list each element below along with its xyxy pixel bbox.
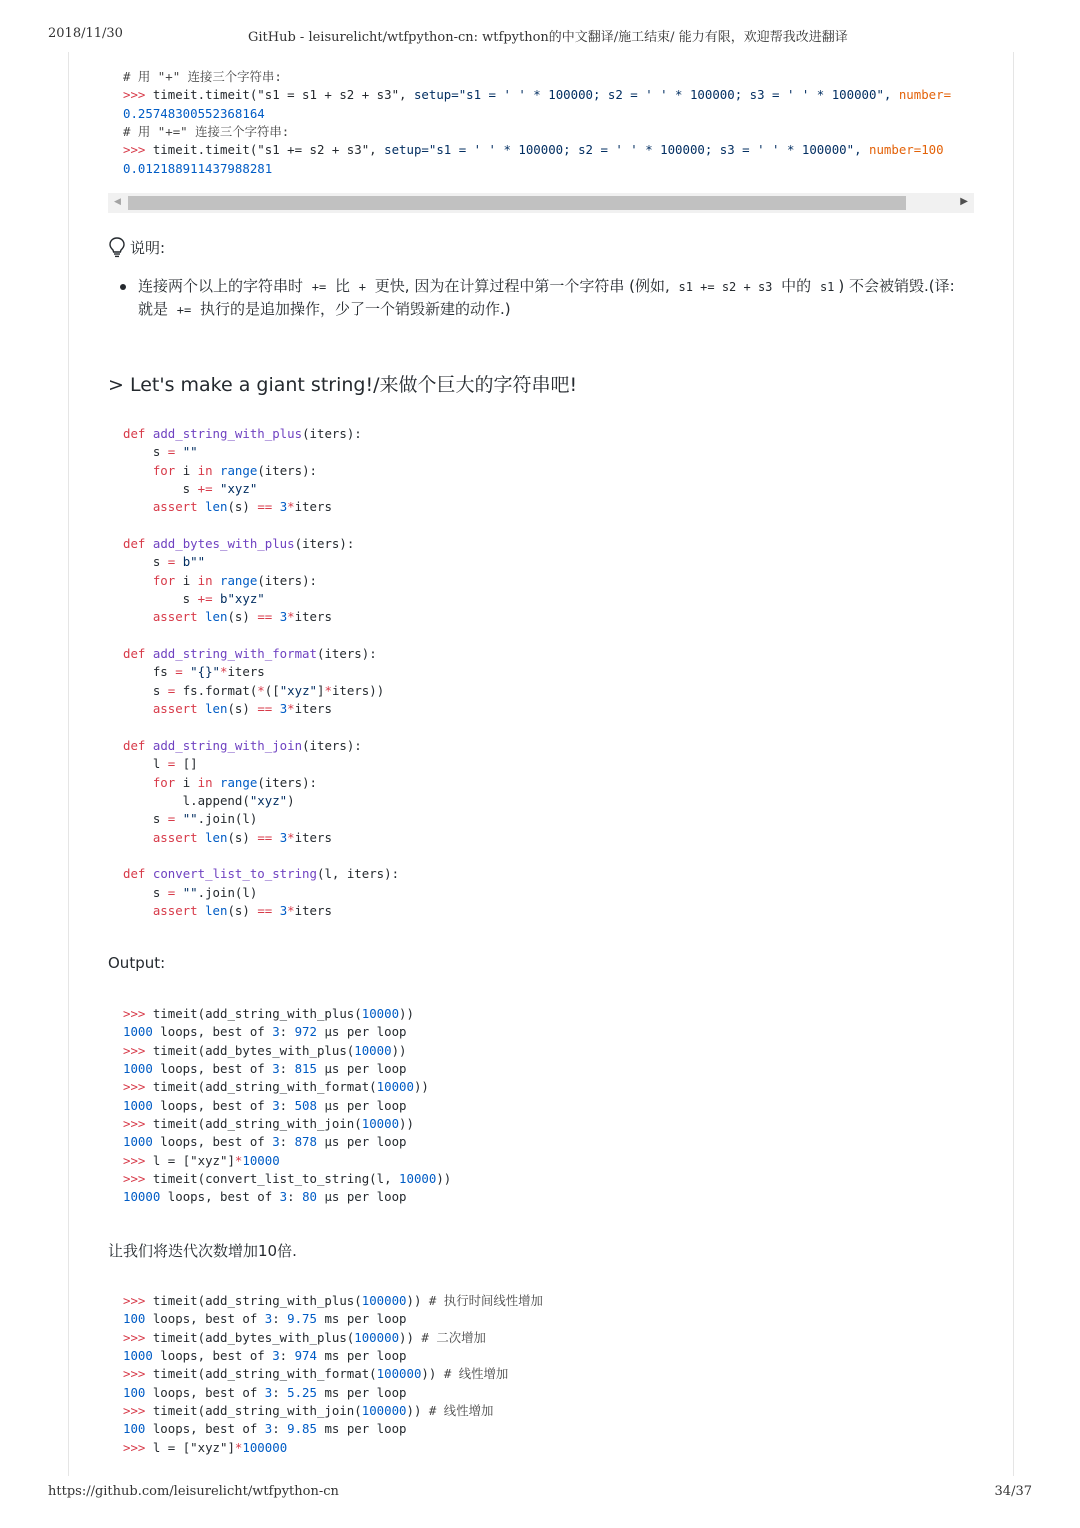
content-border-left	[68, 52, 69, 1476]
code-number: 10000	[376, 1079, 414, 1095]
horizontal-scrollbar[interactable]	[108, 193, 974, 213]
code-text: ))	[399, 1116, 414, 1132]
code-text: :	[272, 1384, 288, 1400]
code-comment: # 线性增加	[443, 1366, 509, 1382]
code-number: 972	[294, 1024, 317, 1040]
code-number: 1000	[123, 1348, 153, 1364]
inline-code: s1 += s2 + s3	[678, 280, 773, 294]
text-run: 连接两个以上的字符串时	[138, 277, 308, 295]
output-label: Output:	[108, 954, 166, 972]
code-string: setup="s1 = ' ' * 100000; s2 = ' ' * 100000; s3 = ' ' * 100000",	[384, 142, 869, 158]
code-prompt: >>>	[123, 1439, 146, 1455]
function-name: convert_list_to_string	[152, 866, 317, 882]
explanation-label: 说明:	[130, 239, 166, 257]
code-call: timeit(add_bytes_with_plus(	[145, 1042, 355, 1058]
text-run: 比	[330, 277, 355, 295]
code-text: :	[279, 1348, 295, 1364]
code-comment: # 用 "+=" 连接三个字符串:	[123, 124, 290, 140]
timeit-code-block	[123, 68, 975, 178]
print-page-number: 34/37	[994, 1484, 1032, 1499]
code-text: loops, best of	[145, 1421, 265, 1437]
code-text: loops, best of	[145, 1311, 265, 1327]
code-text: :	[279, 1061, 295, 1077]
code-result: 0.25748300552368164	[123, 105, 265, 121]
output-code-block	[123, 1005, 975, 1207]
print-date: 2018/11/30	[48, 26, 123, 41]
function-name: add_string_with_join	[152, 737, 303, 753]
code-number: 1000	[123, 1097, 153, 1113]
section-heading: > Let's make a giant string!/来做个巨大的字符串吧!	[108, 374, 578, 396]
code-operator: *	[234, 1152, 243, 1168]
code-number: 3	[279, 1189, 288, 1205]
content-border-right	[1013, 52, 1014, 1476]
code-text: µs per loop	[316, 1024, 407, 1040]
code-number: 10000	[354, 1042, 392, 1058]
code-number: 10000	[399, 1171, 437, 1187]
code-number: 3	[272, 1134, 280, 1150]
code-call: timeit(add_string_with_plus(	[145, 1006, 362, 1021]
code-text: :	[279, 1134, 295, 1150]
code-text: ms per loop	[316, 1421, 407, 1437]
explanation-line-2	[138, 298, 511, 322]
code-number: 9.75	[287, 1311, 317, 1327]
code-text: loops, best of	[152, 1348, 273, 1364]
code-number: 100000	[376, 1366, 422, 1382]
code-call: l = ["xyz"]	[145, 1152, 235, 1168]
code-text: ))	[391, 1042, 407, 1058]
code-text: ms per loop	[316, 1384, 407, 1400]
code-text: ms per loop	[316, 1348, 407, 1364]
inline-code: +	[358, 280, 367, 294]
code-call: timeit(add_string_with_plus(	[145, 1293, 362, 1308]
code-string: setup="s1 = ' ' * 100000; s2 = ' ' * 100000; s3 = ' ' * 100000",	[413, 87, 899, 103]
code-comment: # 二次增加	[421, 1329, 486, 1345]
code-number: 100	[123, 1421, 146, 1437]
code-prompt: >>>	[123, 87, 146, 103]
lightbulb-icon	[108, 236, 126, 258]
code-prompt: >>>	[123, 1366, 146, 1382]
code-text: ))	[399, 1006, 414, 1021]
code-prompt: >>>	[123, 1079, 146, 1095]
code-number: 10000	[361, 1116, 400, 1132]
code-text: loops, best of	[160, 1189, 280, 1205]
code-number: 10000	[123, 1189, 161, 1205]
code-text: ))	[421, 1366, 444, 1382]
code-number: 100	[123, 1384, 146, 1400]
code-number: 100	[123, 1311, 146, 1327]
code-comment: # 线性增加	[428, 1403, 494, 1419]
code-text: loops, best of	[145, 1384, 265, 1400]
code-number: 3	[264, 1421, 273, 1437]
text-run: 执行的是追加操作，少了一个销毁新建的动作.)	[195, 300, 511, 318]
scroll-right-arrow-icon[interactable]: ▶	[960, 196, 968, 207]
text-run: 更快, 因为在计算过程中第一个字符串 (例如,	[370, 277, 675, 295]
code-number: 100000	[361, 1403, 407, 1419]
code-prompt: >>>	[123, 1329, 146, 1345]
functions-code-block: def add_string_with_plus(iters): s = "" for i in range(iters): s += "xyz" assert len(s) == 3*iters def add_bytes_with_plus(iters): s = b"" for i in range(iters): s += b"xyz" assert len(s) == 3*iters def add_string_with_format(iters): fs = "{}"*iters s = fs.format(*(["xyz"]*iters)) assert len(s) == 3*iters def add_string_with_join(iters): l = [] for i in range(iters): l.append("xyz") s = "".join(l) assert len(s) == 3*iters def convert_list_to_string(l, iters): s = "".join(l) assert len(s) == 3*iters	[123, 426, 400, 918]
text-run: 就是	[138, 300, 173, 318]
inline-code: +=	[176, 303, 192, 317]
code-number: 974	[294, 1348, 317, 1364]
inline-code: s1	[819, 280, 835, 294]
code-call: l = ["xyz"]	[145, 1439, 235, 1455]
print-url: https://github.com/leisurelicht/wtfpython-cn	[48, 1484, 339, 1499]
code-text: timeit.timeit("s1 += s2 + s3",	[145, 142, 385, 158]
code-text: µs per loop	[316, 1097, 407, 1113]
text-run: ) 不会被销毁.(译:	[838, 277, 955, 295]
code-operator: *	[234, 1439, 243, 1455]
code-number: 10000	[361, 1006, 400, 1021]
code-text: ms per loop	[316, 1311, 407, 1327]
code-number: 9.85	[287, 1421, 317, 1437]
explanation-line-1	[138, 275, 970, 299]
code-prompt: >>>	[123, 1403, 146, 1419]
code-number: 3	[264, 1384, 273, 1400]
tenfold-note: 让我们将迭代次数增加10倍.	[108, 1242, 297, 1260]
scrollbar-thumb[interactable]	[128, 196, 906, 210]
code-number: 1000	[123, 1061, 153, 1077]
code-arg: number=	[898, 87, 952, 103]
code-number: 3	[264, 1311, 273, 1327]
code-text: ))	[406, 1293, 429, 1308]
code-comment: # 用 "+" 连接三个字符串:	[123, 69, 282, 84]
code-number: 10000	[242, 1152, 280, 1168]
code-text: :	[287, 1189, 303, 1205]
function-name: add_string_with_plus	[152, 426, 303, 441]
code-comment: # 执行时间线性增加	[428, 1293, 543, 1308]
code-prompt: >>>	[123, 1042, 146, 1058]
code-number: 100000	[354, 1329, 400, 1345]
code-number: 3	[272, 1097, 280, 1113]
code-prompt: >>>	[123, 142, 146, 158]
code-number: 815	[294, 1061, 317, 1077]
code-number: 100000	[242, 1439, 288, 1455]
code-call: timeit(convert_list_to_string(l,	[145, 1171, 400, 1187]
code-text: loops, best of	[152, 1097, 273, 1113]
code-number: 100000	[361, 1293, 407, 1308]
code-text: µs per loop	[316, 1061, 407, 1077]
code-text: :	[272, 1421, 288, 1437]
scroll-left-arrow-icon[interactable]: ◀	[114, 197, 121, 207]
code-number: 3	[272, 1024, 280, 1040]
code-prompt: >>>	[123, 1006, 146, 1021]
code-text: loops, best of	[152, 1061, 273, 1077]
code-text: :	[279, 1097, 295, 1113]
code-number: 508	[294, 1097, 317, 1113]
inline-code: +=	[311, 280, 327, 294]
code-arg: number=100	[869, 142, 944, 158]
function-name: add_string_with_format	[152, 646, 317, 662]
print-page-title: GitHub - leisurelicht/wtfpython-cn: wtfpython的中文翻译/施工结束/ 能力有限，欢迎帮我改进翻译	[248, 30, 848, 45]
code-prompt: >>>	[123, 1293, 146, 1308]
code-number: 80	[302, 1189, 317, 1205]
print-footer	[0, 1484, 1080, 1504]
code-call: timeit(add_string_with_join(	[145, 1403, 362, 1419]
code-text: ))	[399, 1329, 422, 1345]
code-call: timeit(add_string_with_format(	[145, 1079, 377, 1095]
code-text: loops, best of	[152, 1134, 273, 1150]
text-run: 中的	[776, 277, 816, 295]
code-number: 878	[294, 1134, 317, 1150]
code-text: :	[279, 1024, 295, 1040]
code-text: ))	[436, 1171, 452, 1187]
code-call: timeit(add_string_with_format(	[145, 1366, 377, 1382]
code-call: timeit(add_string_with_join(	[145, 1116, 362, 1132]
code-number: 3	[272, 1348, 280, 1364]
code-text: :	[272, 1311, 288, 1327]
code-text: ))	[413, 1079, 429, 1095]
code-result: 0.012188911437988281	[123, 160, 273, 176]
code-text: µs per loop	[316, 1189, 407, 1205]
bullet-dot	[120, 284, 126, 290]
code-number: 3	[272, 1061, 280, 1077]
code-prompt: >>>	[123, 1116, 146, 1132]
code-prompt: >>>	[123, 1152, 146, 1168]
code-number: 1000	[123, 1134, 153, 1150]
code-text: loops, best of	[152, 1024, 273, 1040]
code-text: µs per loop	[316, 1134, 407, 1150]
function-name: add_bytes_with_plus	[152, 536, 295, 552]
code-text: timeit.timeit("s1 = s1 + s2 + s3",	[145, 87, 414, 103]
code-number: 5.25	[287, 1384, 317, 1400]
code-text: ))	[406, 1403, 429, 1419]
print-header	[0, 26, 1080, 46]
code-prompt: >>>	[123, 1171, 146, 1187]
output-code-block-10x	[123, 1292, 975, 1457]
code-number: 1000	[123, 1024, 153, 1040]
code-call: timeit(add_bytes_with_plus(	[145, 1329, 355, 1345]
